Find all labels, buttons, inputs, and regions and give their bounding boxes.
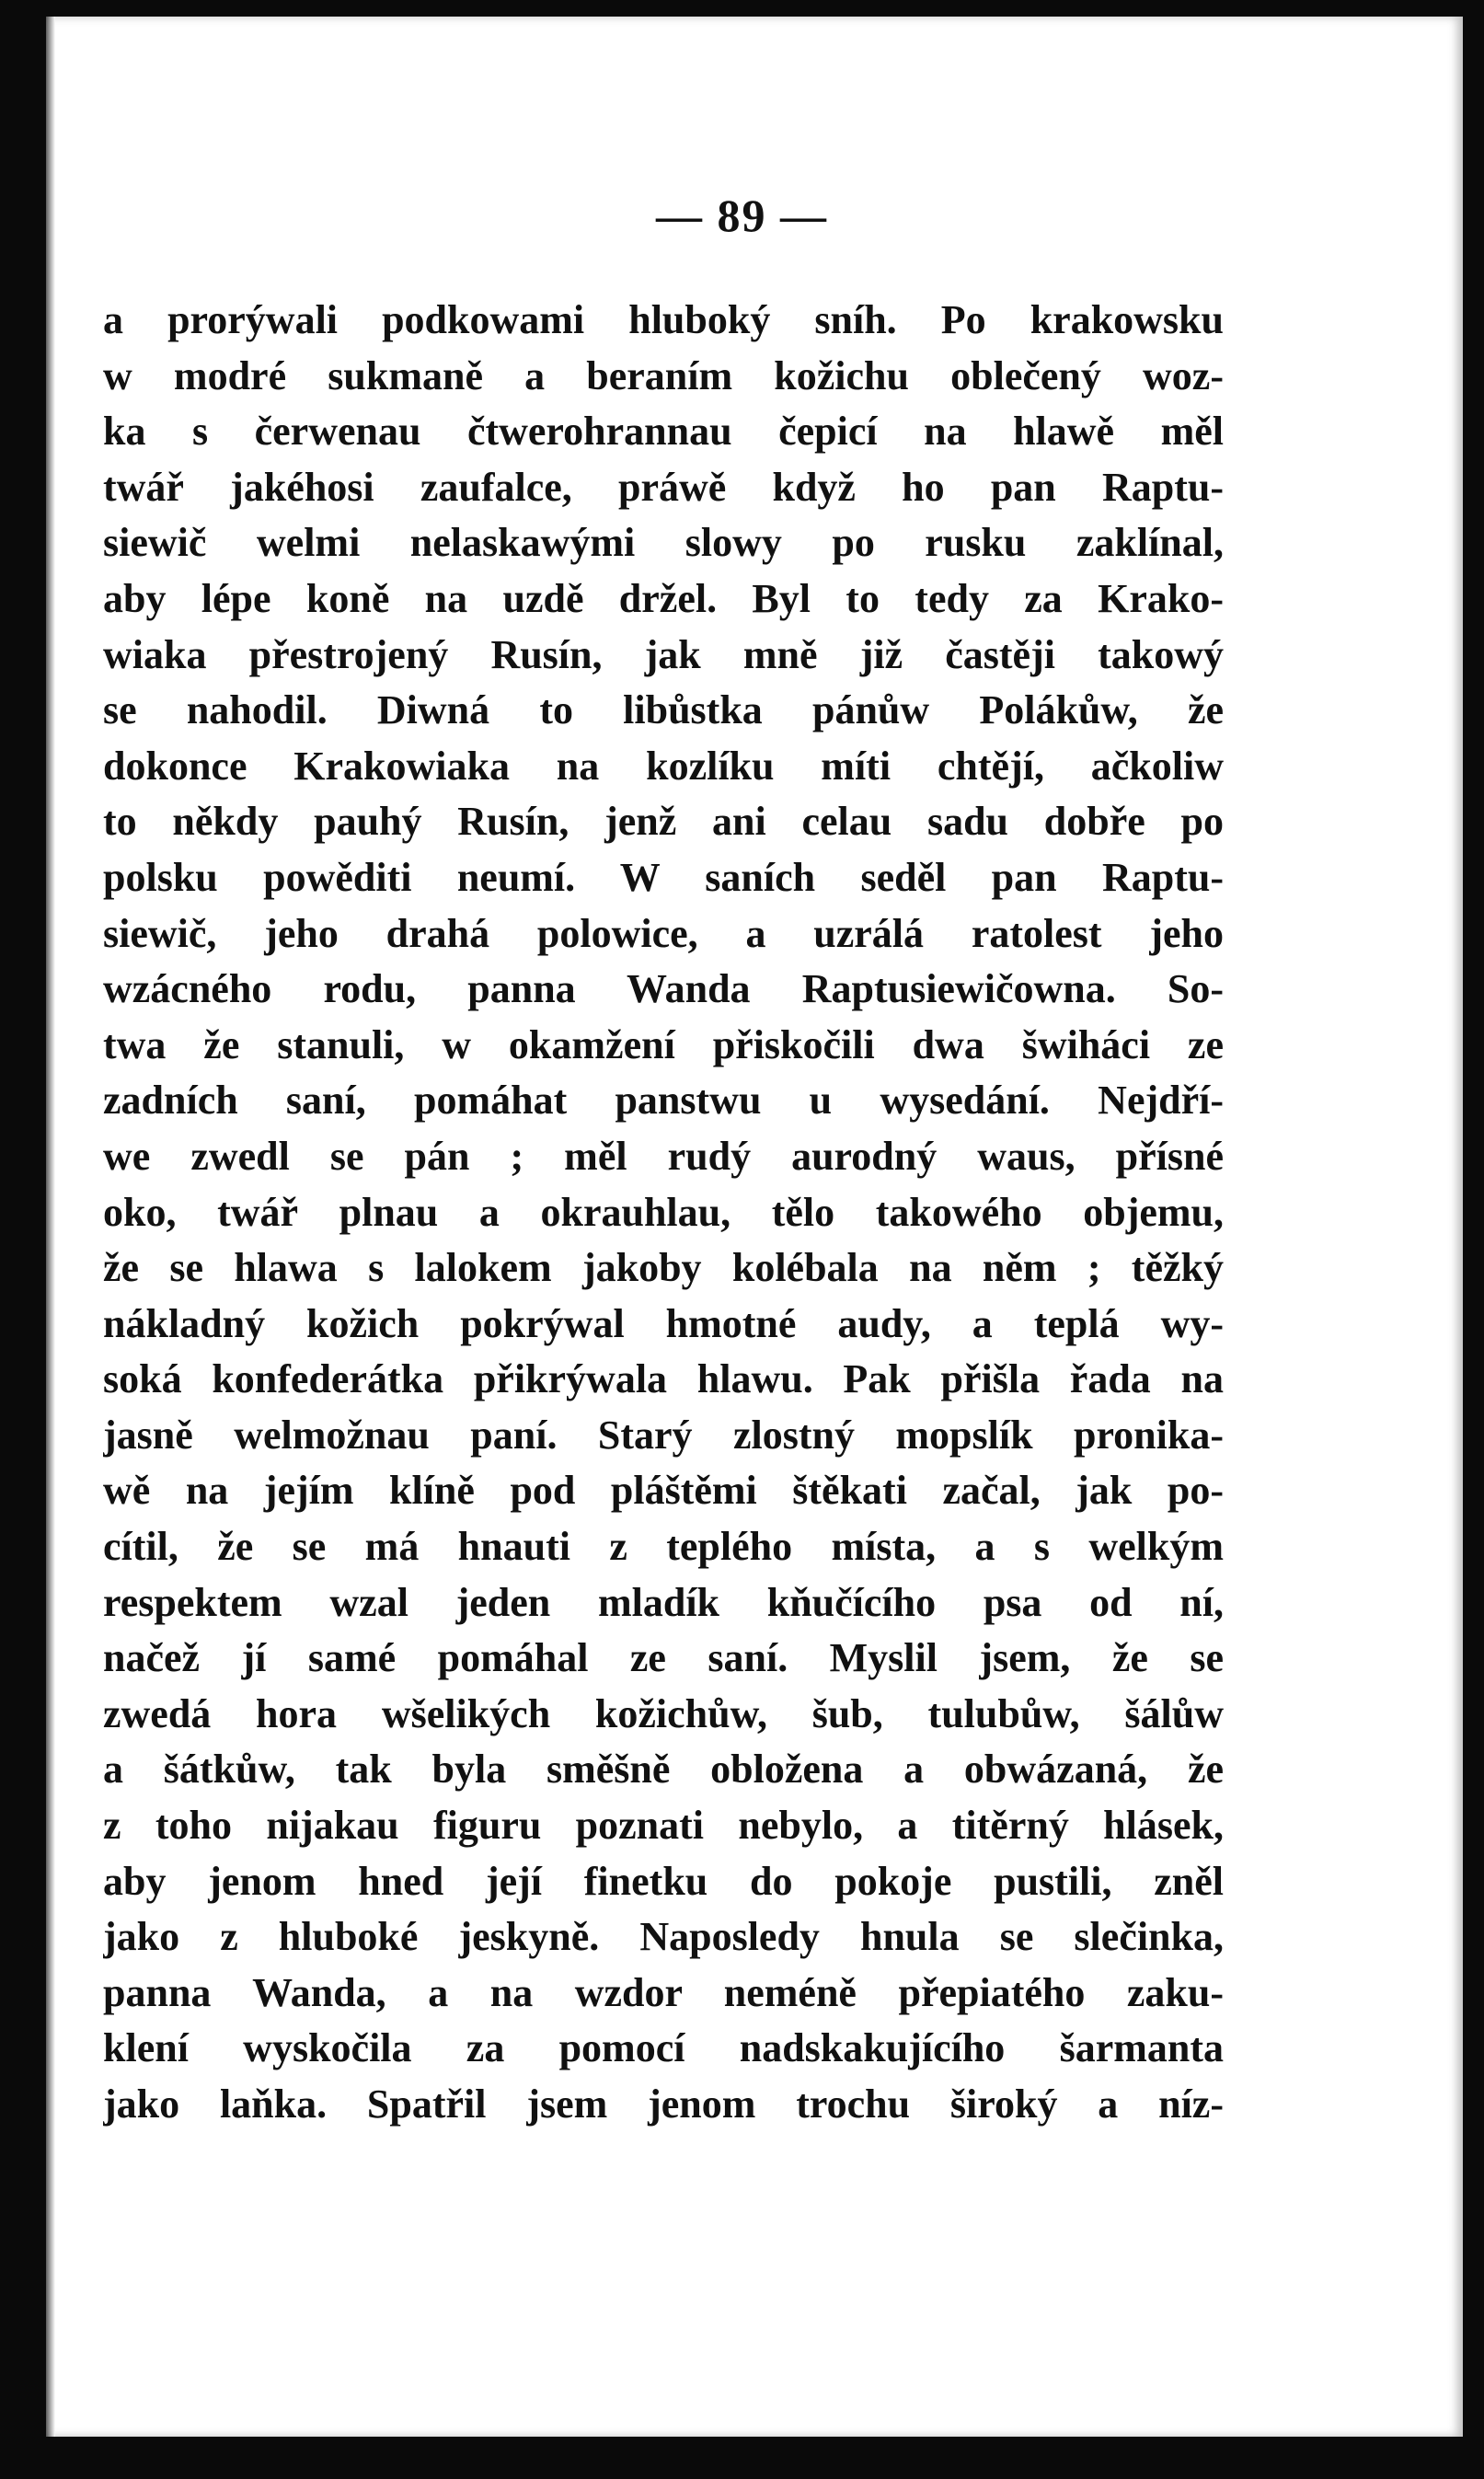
text-line: wiaka přestrojený Rusín, jak mně již častěji takowý bbox=[103, 631, 1224, 677]
text-line: se nahodil. Diwná to libůstka pánůw Polákůw, že bbox=[103, 687, 1224, 733]
text-line: jako z hluboké jeskyně. Naposledy hnula se slečinka, bbox=[103, 1914, 1224, 1960]
text-line: nákladný kožich pokrýwal hmotné audy, a teplá wy- bbox=[103, 1300, 1224, 1346]
text-line: twa že stanuli, w okamžení přiskočili dwa šwiháci ze bbox=[103, 1021, 1224, 1067]
text-line: že se hlawa s lalokem jakoby kolébala na něm ; těžký bbox=[103, 1245, 1224, 1291]
body-text bbox=[103, 293, 1224, 2133]
text-line: aby jenom hned její finetku do pokoje pustili, zněl bbox=[103, 1858, 1224, 1904]
text-line: siewič, jeho drahá polowice, a uzrálá ratolest jeho bbox=[103, 910, 1224, 956]
text-line: oko, twář plnau a okrauhlau, tělo takowého objemu, bbox=[103, 1189, 1224, 1235]
text-line: respektem wzal jeden mladík kňučícího psa od ní, bbox=[103, 1579, 1224, 1625]
text-line: siewič welmi nelaskawými slowy po rusku zaklínal, bbox=[103, 520, 1224, 566]
text-line: w modré sukmaně a beraním kožichu oblečený woz- bbox=[103, 352, 1224, 398]
text-line: jako laňka. Spatřil jsem jenom trochu široký a níz- bbox=[103, 2081, 1224, 2127]
text-line: zwedá hora wšelikých kožichůw, šub, tulubůw, šálůw bbox=[103, 1690, 1224, 1736]
text-line: wě na jejím klíně pod pláštěmi štěkati začal, jak po- bbox=[103, 1468, 1224, 1514]
page-binding-shadow bbox=[46, 17, 55, 2437]
text-line: načež jí samé pomáhal ze saní. Myslil jsem, že se bbox=[103, 1635, 1224, 1681]
text-line: twář jakéhosi zaufalce, práwě když ho pan Raptu- bbox=[103, 464, 1224, 510]
text-line: we zwedl se pán ; měl rudý aurodný waus, přísné bbox=[103, 1133, 1224, 1179]
text-line: a šátkůw, tak byla směšně obložena a obwázaná, že bbox=[103, 1747, 1224, 1793]
page-number: — 89 — bbox=[656, 190, 828, 241]
text-line: dokonce Krakowiaka na kozlíku míti chtějí, ačkoliw bbox=[103, 743, 1224, 789]
text-line: to někdy pauhý Rusín, jenž ani celau sadu dobře po bbox=[103, 799, 1224, 845]
text-line: polsku powěditi neumí. W saních seděl pan Raptu- bbox=[103, 854, 1224, 900]
text-line: cítil, že se má hnauti z teplého místa, a s welkým bbox=[103, 1524, 1224, 1570]
text-line: wzácného rodu, panna Wanda Raptusiewičowna. So- bbox=[103, 966, 1224, 1012]
text-line: panna Wanda, a na wzdor neméně přepiatého zaku- bbox=[103, 1969, 1224, 2015]
text-line: soká konfederátka přikrýwala hlawu. Pak přišla řada na bbox=[103, 1356, 1224, 1402]
text-line: ka s čerwenau čtwerohrannau čepicí na hlawě měl bbox=[103, 409, 1224, 455]
text-line: zadních saní, pomáhat panstwu u wysedání. Nejdří- bbox=[103, 1078, 1224, 1124]
text-line: a prorýwali podkowami hluboký sníh. Po krakowsku bbox=[103, 297, 1224, 342]
text-line: klení wyskočila za pomocí nadskakujícího šarmanta bbox=[103, 2025, 1224, 2071]
text-line: aby lépe koně na uzdě držel. Byl to tedy za Krako- bbox=[103, 575, 1224, 621]
text-line: jasně welmožnau paní. Starý zlostný mopslík pronika- bbox=[103, 1412, 1224, 1458]
text-line: z toho nijakau figuru poznati nebylo, a titěrný hlásek, bbox=[103, 1803, 1224, 1849]
